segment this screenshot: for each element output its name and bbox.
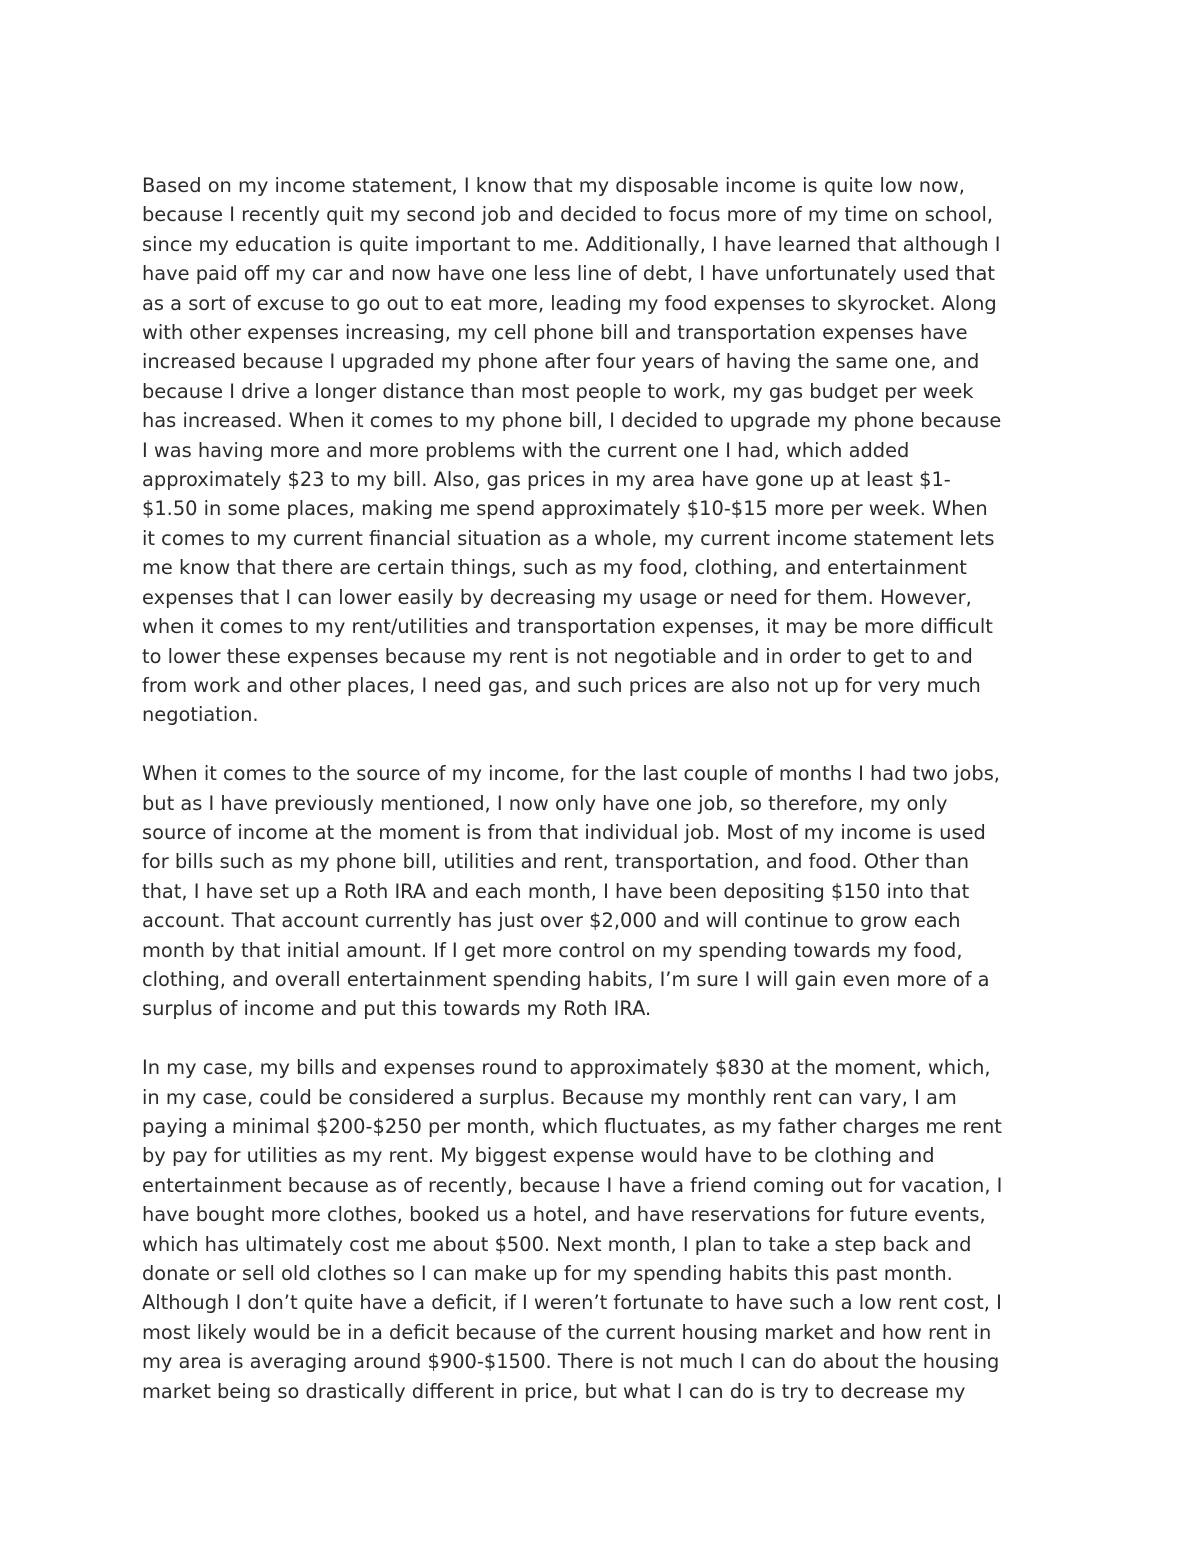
text-line: me know that there are certain things, such as my food, clothing, and entertainment bbox=[142, 556, 967, 580]
text-line: that, I have set up a Roth IRA and each month, I have been depositing $150 into that bbox=[142, 879, 970, 903]
text-line: month by that initial amount. If I get more control on my spending towards my food, bbox=[142, 938, 963, 962]
text-line: account. That account currently has just over $2,000 and will continue to grow each bbox=[142, 909, 961, 933]
text-line: by pay for utilities as my rent. My biggest expense would have to be clothing and bbox=[142, 1144, 935, 1168]
text-line: which has ultimately cost me about $500. Next month, I plan to take a step back and bbox=[142, 1232, 972, 1256]
paragraph-1 bbox=[142, 171, 1062, 730]
text-line: market being so drastically different in price, but what I can do is try to decrease my bbox=[142, 1379, 966, 1403]
text-line: but as I have previously mentioned, I now only have one job, so therefore, my only bbox=[142, 791, 948, 815]
text-line: approximately $23 to my bill. Also, gas prices in my area have gone up at least $1- bbox=[142, 468, 951, 492]
text-line: When it comes to the source of my income, for the last couple of months I had two jobs, bbox=[142, 762, 1000, 786]
text-line: Although I don’t quite have a deficit, if I weren’t fortunate to have such a low rent cost, I bbox=[142, 1291, 1002, 1315]
text-line: negotiation. bbox=[142, 703, 259, 727]
text-line: $1.50 in some places, making me spend approximately $10-$15 more per week. When bbox=[142, 497, 988, 521]
text-line: since my education is quite important to me. Additionally, I have learned that although I bbox=[142, 232, 1001, 256]
text-line: In my case, my bills and expenses round to approximately $830 at the moment, which, bbox=[142, 1056, 991, 1080]
text-line: have paid off my car and now have one less line of debt, I have unfortunately used that bbox=[142, 262, 996, 286]
text-line: most likely would be in a deficit because of the current housing market and how rent in bbox=[142, 1320, 992, 1344]
text-line: entertainment because as of recently, because I have a friend coming out for vacation, I bbox=[142, 1173, 1003, 1197]
text-line: I was having more and more problems with the current one I had, which added bbox=[142, 438, 910, 462]
text-line: because I recently quit my second job and decided to focus more of my time on school, bbox=[142, 203, 994, 227]
text-line: source of income at the moment is from that individual job. Most of my income is used bbox=[142, 820, 986, 844]
text-line: my area is averaging around $900-$1500. There is not much I can do about the housing bbox=[142, 1350, 1000, 1374]
text-line: have bought more clothes, booked us a hotel, and have reservations for future events, bbox=[142, 1203, 986, 1227]
text-line: expenses that I can lower easily by decreasing my usage or need for them. However, bbox=[142, 585, 972, 609]
text-line: has increased. When it comes to my phone bill, I decided to upgrade my phone because bbox=[142, 409, 1002, 433]
text-line: for bills such as my phone bill, utilities and rent, transportation, and food. Other than bbox=[142, 850, 970, 874]
text-line: because I drive a longer distance than most people to work, my gas budget per week bbox=[142, 379, 974, 403]
text-line: paying a minimal $200-$250 per month, which fluctuates, as my father charges me rent bbox=[142, 1114, 1002, 1138]
text-line: to lower these expenses because my rent is not negotiable and in order to get to and bbox=[142, 644, 973, 668]
text-line: from work and other places, I need gas, and such prices are also not up for very much bbox=[142, 673, 981, 697]
text-line: Based on my income statement, I know that my disposable income is quite low now, bbox=[142, 174, 965, 197]
text-line: it comes to my current financial situation as a whole, my current income statement lets bbox=[142, 526, 995, 550]
text-line: with other expenses increasing, my cell phone bill and transportation expenses have bbox=[142, 321, 968, 345]
text-line: increased because I upgraded my phone after four years of having the same one, and bbox=[142, 350, 980, 374]
text-line: clothing, and overall entertainment spending habits, I’m sure I will gain even more of a bbox=[142, 967, 990, 991]
text-line: donate or sell old clothes so I can make up for my spending habits this past month. bbox=[142, 1262, 953, 1285]
text-line: when it comes to my rent/utilities and transportation expenses, it may be more difficult bbox=[142, 615, 993, 639]
document-body bbox=[142, 171, 1062, 1435]
paragraph-2 bbox=[142, 759, 1062, 1024]
text-line: in my case, could be considered a surplus. Because my monthly rent can vary, I am bbox=[142, 1085, 957, 1109]
paragraph-3 bbox=[142, 1053, 1062, 1406]
text-line: surplus of income and put this towards my Roth IRA. bbox=[142, 997, 652, 1021]
text-line: as a sort of excuse to go out to eat more, leading my food expenses to skyrocket. Along bbox=[142, 291, 997, 315]
